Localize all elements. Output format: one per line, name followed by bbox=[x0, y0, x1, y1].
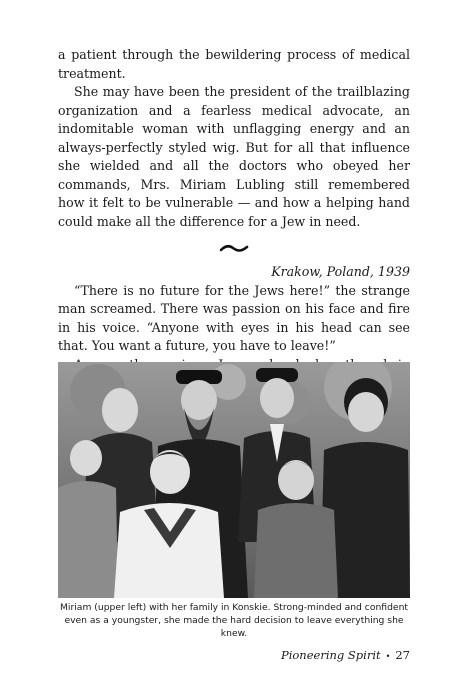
paragraph: “There is no future for the Jews here!” the strange man screamed. There was passion on his face and fire in his voice. “Anyone with eyes in his head can see that. You want a future, you have to leave!” bbox=[58, 282, 410, 353]
family-photo-image bbox=[58, 362, 410, 598]
family-photo bbox=[58, 362, 410, 598]
footer-separator: • bbox=[385, 651, 391, 661]
photo-caption: Miriam (upper left) with her family in Konskie. Strong-minded and confident even as a youngster, she made the hard decision to leave everything she knew. bbox=[60, 602, 408, 639]
running-title: Pioneering Spirit bbox=[280, 648, 381, 662]
page-number: 27 bbox=[395, 648, 410, 662]
section-divider-ornament-icon bbox=[219, 241, 249, 257]
page-footer bbox=[281, 648, 410, 662]
paragraph-continuation: a patient through the bewildering process of medical treatment. bbox=[58, 47, 410, 81]
paragraph: She may have been the president of the trailblazing organization and a fearless medical advocate, an indomitable woman with unflagging energy and an always-perfectly styled wig. But for all that influence she wielded and all the doctors who obeyed her commands, Mrs. Miriam Lubling still remembered how it felt to be vulnerable — and how a helping hand could make all the difference for a Jew in need. bbox=[58, 84, 410, 229]
dateline: Krakow, Poland, 1939 bbox=[271, 264, 410, 279]
